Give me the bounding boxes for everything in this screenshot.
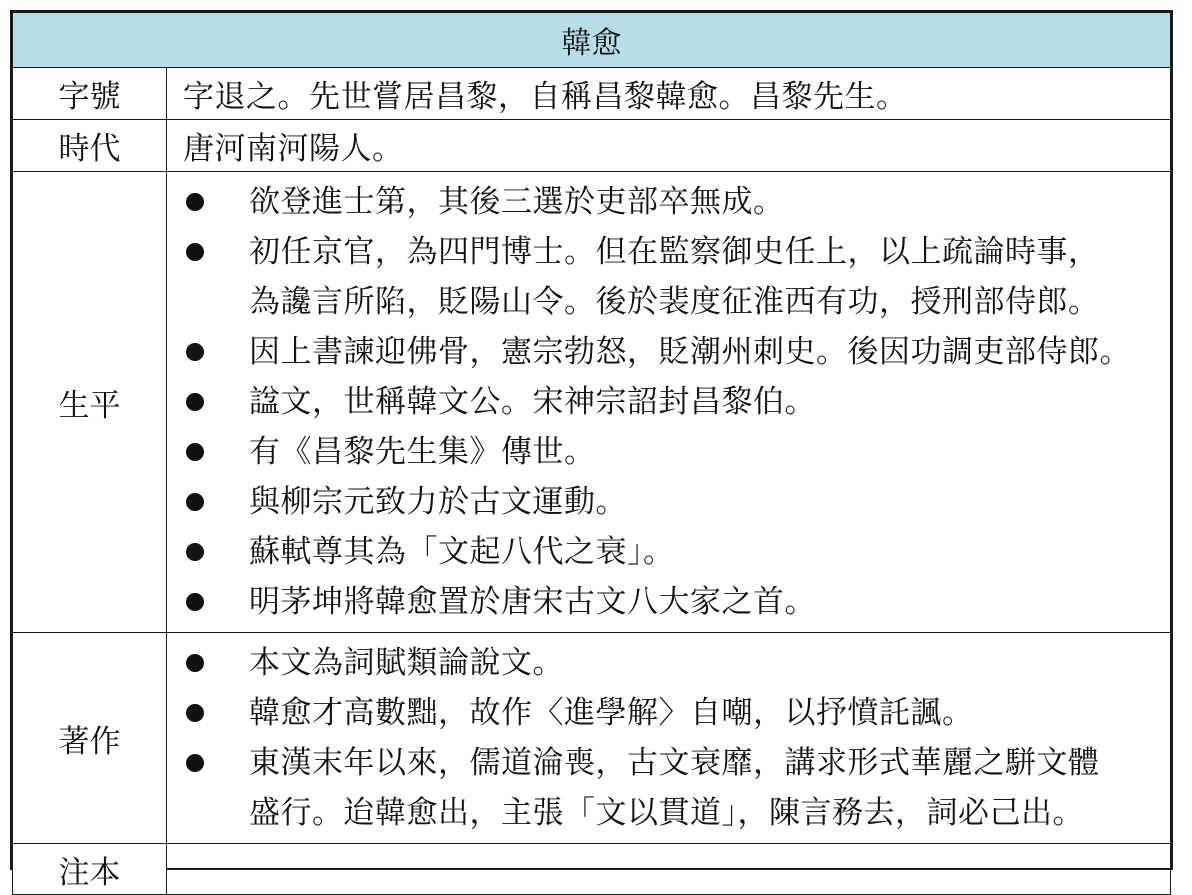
bullet-icon <box>186 443 204 461</box>
list-item <box>167 638 1170 688</box>
text-shidai: 唐河南河陽人。 <box>167 120 1171 172</box>
list-item <box>167 527 1170 577</box>
list-item-text: 有《昌黎先生集》傳世。 <box>249 434 596 470</box>
text-zhuben <box>167 844 1171 895</box>
label-zhuben: 注本 <box>13 844 167 895</box>
table-title: 韓愈 <box>13 13 1171 68</box>
bullet-icon <box>186 393 204 411</box>
bullet-icon <box>186 593 204 611</box>
info-table <box>10 10 1173 891</box>
list-item-text: 欲登進士第，其後三選於吏部卒無成。 <box>249 184 785 220</box>
bullet-icon <box>186 193 204 211</box>
list-item <box>167 577 1170 627</box>
list-item <box>167 688 1170 738</box>
bullet-icon <box>186 543 204 561</box>
label-shidai: 時代 <box>13 120 167 172</box>
bullet-icon <box>186 243 204 261</box>
info-table-grid <box>12 12 1171 895</box>
row-zhuzuo <box>13 633 1171 844</box>
list-item-text: 東漢末年以來，儒道淪喪，古文衰靡，講求形式華麗之駢文體 <box>249 745 1100 781</box>
list-item <box>167 738 1170 838</box>
list-item-text: 因上書諫迎佛骨，憲宗勃怒，貶潮州刺史。後因功調吏部侍郎。 <box>249 334 1131 370</box>
list-item-text: 諡文，世稱韓文公。宋神宗詔封昌黎伯。 <box>249 384 816 420</box>
label-shengping: 生平 <box>13 172 167 633</box>
list-item-text: 為讒言所陷，貶陽山令。後於裴度征淮西有功，授刑部侍郎。 <box>249 284 1100 320</box>
list-item-text: 蘇軾尊其為「文起八代之衰」。 <box>249 534 675 570</box>
bullet-icon <box>186 754 204 772</box>
label-zhuzuo: 著作 <box>13 633 167 844</box>
list-item-text: 韓愈才高數黜，故作〈進學解〉自嘲，以抒憤託諷。 <box>249 695 974 731</box>
list-item <box>167 327 1170 377</box>
list-item-text: 初任京官，為四門博士。但在監察御史任上，以上疏論時事， <box>249 234 1100 270</box>
list-item <box>167 177 1170 227</box>
header-row <box>13 13 1171 68</box>
list-item <box>167 377 1170 427</box>
bullet-icon <box>186 704 204 722</box>
row-shengping <box>13 172 1171 633</box>
list-item <box>167 427 1170 477</box>
text-zihao: 字退之。先世嘗居昌黎，自稱昌黎韓愈。昌黎先生。 <box>167 68 1171 120</box>
row-zhuben <box>13 844 1171 895</box>
list-item-text: 與柳宗元致力於古文運動。 <box>249 484 627 520</box>
list-item-text: 明茅坤將韓愈置於唐宋古文八大家之首。 <box>249 584 816 620</box>
list-shengping <box>167 172 1170 632</box>
list-item <box>167 477 1170 527</box>
content-shengping <box>167 172 1171 633</box>
bullet-icon <box>186 493 204 511</box>
row-zihao <box>13 68 1171 120</box>
list-zhuzuo <box>167 633 1170 843</box>
label-zihao: 字號 <box>13 68 167 120</box>
bullet-icon <box>186 343 204 361</box>
bullet-icon <box>186 654 204 672</box>
content-zhuzuo <box>167 633 1171 844</box>
list-item-text: 盛行。迨韓愈出，主張「文以貫道」，陳言務去，詞必己出。 <box>249 795 1084 831</box>
list-item-text: 本文為詞賦類論說文。 <box>249 645 564 681</box>
row-shidai <box>13 120 1171 172</box>
list-item <box>167 227 1170 327</box>
